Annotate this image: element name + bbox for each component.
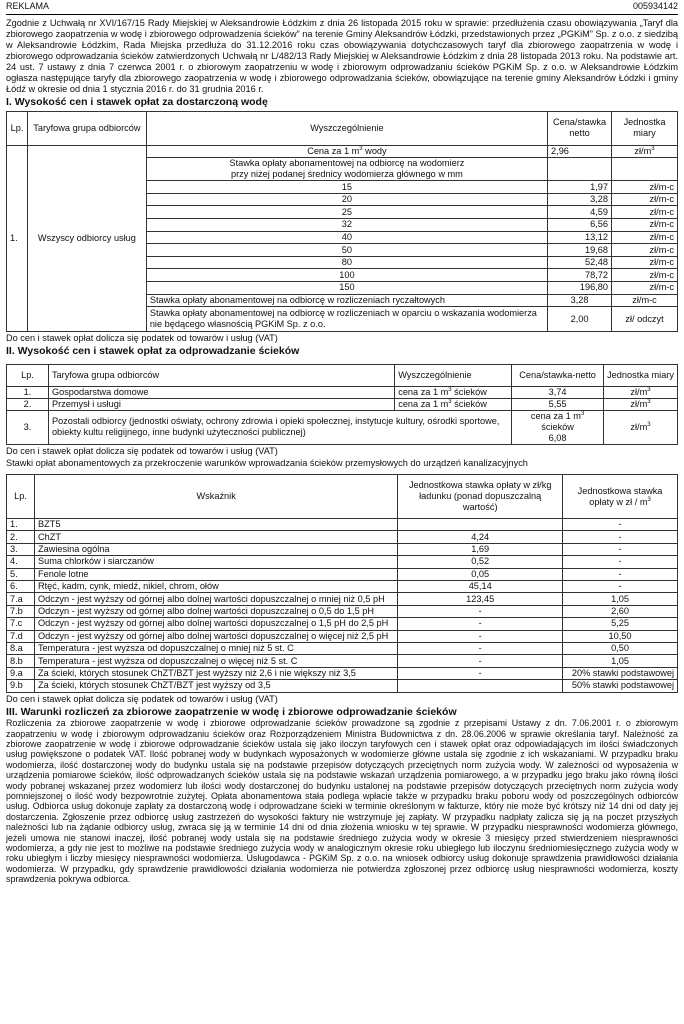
water-price-unit: $zł/m^3$ (612, 145, 678, 158)
header-label: REKLAMA (6, 1, 50, 11)
col-unit: Jednostka miary (612, 111, 678, 145)
diameter-row: 20 3,28 zł/m-c (7, 193, 678, 206)
vat-note-1: Do cen i stawek opłat dolicza się podatek od towarów i usług (VAT) (6, 333, 278, 344)
header-rule (6, 14, 678, 15)
subscription-caption: Stawki opłat abonamentowych za przekroczenie warunków wprowadzania ścieków przemysłowych do urządzeń kanalizacyjnych (6, 458, 528, 469)
section3-title: III. Warunki rozliczeń za zbiorowe zaopatrzenie w wodę i zbiorowe odprowadzanie ścieków (6, 705, 457, 718)
table-row: 4. Suma chlorków i siarczanów 0,52 - (7, 556, 678, 568)
page-header (6, 0, 678, 12)
diameter-row: 32 6,56 zł/m-c (7, 219, 678, 232)
vat-note-3: Do cen i stawek opłat dolicza się podatek od towarów i usług (VAT) (6, 693, 278, 704)
settlement-conditions-text: Rozliczenia za zbiorowe zaopatrzenie w wodę i zbiorowe odprowadzanie ścieków prowadzone są zgodnie z przepisami Ustawy z dn. 7.06.2001 r. o zbiorowym zaopatrzeniu w wodę i zbiorowym odprowadzaniu ścieków oraz Rozporządzeniem Ministra Budownictwa z dn. 28.06.2006 w sprawie określania taryf. Należność za zbiorowe zaopatrzenie w wodę i zbiorowe odprowadzanie ścieków ustala się jako iloczyn taryfowych cen i stawek opłat oraz odpowiadających im ilości świadczonych usług powiększone o podatek VAT. Ilość pobranej wody w budynkach wyposażonych w wodomierze główne ustala się zgodnie z ich wskazaniami. W przypadku braku wodomierza, ilość dostarczonej wody do budynku ustala się na podstawie przepisów dotyczących przeciętnych norm zużycia wody. W zależności od wyposażenia w urządzenia pomiarowe ścieków, ilość odprowadzanych ścieków ustala się na podstawie wskazań urządzenia pomiarowego, a w przypadku jego braku jako równą ilości wody pobranej wskazanej przez wodomierz lub ilości wody dostarczonej do budynku ustalonej na podstawie przepisów dotyczących przeciętnych norm zużycia wody pomniejszonej o ilość wody bezpowrotnie zużytej. Opłata abonamentowa stała podlega wpłacie także w przypadku braku poboru wody od poszczególnych odbiorców usług. Odbiorca usług dokonuje zapłaty za dostarczoną wodę i odprowadzane ścieki w terminie określonym w fakturze, który nie może być krótszy niż 14 dni od daty jej dostarczenia. Zgłoszenie przez odbiorcę usług zastrzeżeń do wysokości faktury nie wstrzymuje jej zapłaty. W przypadku nadpłaty zalicza się ją na poczet przyszłych należności lub na żądanie odbiorcy usług, zwraca się ją w terminie 14 dni od dnia złożenia wniosku w tej sprawie. W przypadku niesprawności wodomierza głównego, jeżeli umowa nie stanowi inaczej, ilość pobranej wody ustala się na podstawie średniego zużycia wody w okresie 3 miesięcy przed stwierdzeniem niesprawności wodomierza, a gdy nie jest to możliwe na podstawie średniego zużycia wody w analogicznym okresie roku ubiegłego lub iloczynu średniomiesięcznego zużycia wody w roku ubiegłym i liczby miesięcy niesprawności wodomierza. Usługodawca - PGKiM Sp. z o.o. na wniosek odbiorcy usług dokonuje sprawdzenia prawidłowości działania wodomierza. W przypadku, gdy sprawdzenie prawidłowości działania wodomierza nie potwierdza zgłoszonej przez odbiorcę usług niesprawności wodomierza, koszty sprawdzenia pokrywa odbiorca. (6, 718, 678, 885)
diameter-row: 50 19,68 zł/m-c (7, 244, 678, 257)
diameter-row: 80 52,48 zł/m-c (7, 256, 678, 269)
table-row: 8.b Temperatura - jest wyższa od dopuszczalnej o więcej niż 5 st. C - 1,05 (7, 655, 678, 667)
table-row (7, 145, 678, 158)
water-price-table (6, 111, 678, 333)
table-row: 5. Fenole lotne 0,05 - (7, 568, 678, 580)
diameter-row: 100 78,72 zł/m-c (7, 269, 678, 282)
table-row: 1. BZT5 - (7, 519, 678, 531)
reading-rate-row: Stawka opłaty abonamentowej na odbiorcę w rozliczeniach w oparciu o wskazania wodomierza nie będącego własnością PGKiM Sp. z o.o. 2,00 zł/ odczyt (7, 307, 678, 332)
water-price-value: 2,96 (548, 145, 612, 158)
table-row: 3. Zawiesina ogólna 1,69 - (7, 543, 678, 555)
row-group: Wszyscy odbiorcy usług (27, 145, 146, 332)
table-row: 2. ChZT 4,24 - (7, 531, 678, 543)
section2-title: II. Wysokość cen i stawek opłat za odprowadzanie ścieków (6, 345, 300, 358)
table-row: 3. Pozostali odbiorcy (jednostki oświaty, ochrony zdrowia i opieki społecznej, instytucje kultury, ośrodki sportowe, obiekty kultu religijnego, inne budynki użyteczności publicznej) cena za 1 $m^3$ ścieków 6,08 $zł/m^3$ (7, 410, 678, 444)
col-spec: Wyszczególnienie (146, 111, 547, 145)
table-row: 7.b Odczyn - jest wyższy od górnej albo dolnej wartości dopuszczalnej o 0,5 do 1,5 pH - 2,60 (7, 605, 678, 617)
sewage-price-table (6, 364, 678, 445)
diameter-row: 25 4,59 zł/m-c (7, 206, 678, 219)
header-id: 005934142 (632, 1, 678, 11)
col-group: Taryfowa grupa odbiorców (27, 111, 146, 145)
water-price-label: Cena za 1 $m^3$ wody (146, 145, 547, 158)
intro-paragraph: Zgodnie z Uchwałą nr XVI/167/15 Rady Miejskiej w Aleksandrowie Łódzkim z dnia 26 listopada 2015 roku w sprawie: przedłużenia czasu obowiązywania „Taryf dla zbiorowego zaopatrzenia w wodę i zbiorowego odprowadzenia ścieków” na terenie Gminy Aleksandrów Łódzki, przedstawionych przez „PGKiM” Sp. z o.o. z siedzibą w Aleksandrowie Łódzkim, Rada Miejska przedłuża do 31.12.2016 roku czas obowiązywania dotychczasowych taryf dla zbiorowego zaopatrzenia w wodę i zbiorowego odprowadzania ścieków zatwierdzonych Uchwałą nr L/482/13 Rady Miejskiej w Aleksandrowie Łódzkim z dnia 28 listopada 2013 roku. Na podstawie art. 24 ust. 7 ustawy z dnia 7 czerwca 2001 r. o zbiorowym zaopatrzeniu w wodę i zbiorowym odprowadzaniu ścieków PGKiM Sp. z o.o. w Aleksandrowie Łódzkim ogłasza następujące taryfy dla zbiorowego zaopatrzenia w wodę i zbiorowego odprowadzania ścieków, obowiązujące na terenie gminy Aleksandrów Łódzki i gminy Łódź w okresie od dnia 1 stycznia 2016 r. do 31 grudnia 2016 r. (6, 17, 678, 94)
table-header-row (7, 111, 678, 145)
table-row: 8.a Temperatura - jest wyższa od dopuszczalnej o mniej niż 5 st. C - 0,50 (7, 642, 678, 654)
table-row: 7.c Odczyn - jest wyższy od górnej albo dolnej wartości dopuszczalnej o 1,5 pH do 2,5 pH - 5,25 (7, 618, 678, 630)
table-row: 9.a Za ścieki, których stosunek ChZT/BZT jest wyższy niż 2,6 i nie większy niż 3,5 - 20% stawki podstawowej (7, 667, 678, 679)
table-row: 9.b Za ścieki, których stosunek ChZT/BZT jest wyższy od 3,5 50% stawki podstawowej (7, 680, 678, 692)
row-lp: 1. (7, 145, 28, 332)
table-row: 1. Gospodarstwa domowe cena za 1 $m^3$ ścieków 3,74 $zł/m^3$ (7, 386, 678, 398)
col-lp: Lp. (7, 111, 28, 145)
diameter-row: 150 196,80 zł/m-c (7, 282, 678, 295)
advertisement-page (6, 0, 678, 885)
vat-note-2: Do cen i stawek opłat dolicza się podatek od towarów i usług (VAT) (6, 445, 278, 456)
subscription-heading: Stawka opłaty abonamentowej na odbiorcę na wodomierz przy niżej podanej średnicy wodomierza głównego w mm (146, 158, 547, 181)
table-row: 2. Przemysł i usługi cena za 1 $m^3$ ścieków 5,55 $zł/m^3$ (7, 398, 678, 410)
pollution-rate-table (6, 474, 678, 692)
diameter-row: 15 1,97 zł/m-c (7, 181, 678, 194)
table-row: 7.d Odczyn - jest wyższy od górnej albo dolnej wartości dopuszczalnej o więcej niż 2,5 pH - 10,50 (7, 630, 678, 642)
table-header-row: Lp. Wskaźnik Jednostkowa stawka opłaty w zł/kg ładunku (ponad dopuszczalną wartość) Jednostkowa stawka opłaty w zł / $m^3$ (7, 475, 678, 519)
diameter-row: 40 13,12 zł/m-c (7, 231, 678, 244)
flat-rate-row: Stawka opłaty abonamentowej na odbiorcę w rozliczeniach ryczałtowych 3,28 zł/m-c (7, 294, 678, 307)
section1-title: I. Wysokość cen i stawek opłat za dostarczoną wodę (6, 96, 268, 109)
table-header-row: Lp. Taryfowa grupa odbiorców Wyszczególnienie Cena/stawka-netto Jednostka miary (7, 364, 678, 386)
col-price: Cena/stawka netto (548, 111, 612, 145)
table-row: 6. Rtęć, kadm, cynk, miedź, nikiel, chrom, ołów 45,14 - (7, 581, 678, 593)
table-row: 7.a Odczyn - jest wyższy od górnej albo dolnej wartości dopuszczalnej o mniej niż 0,5 pH 123,45 1,05 (7, 593, 678, 605)
